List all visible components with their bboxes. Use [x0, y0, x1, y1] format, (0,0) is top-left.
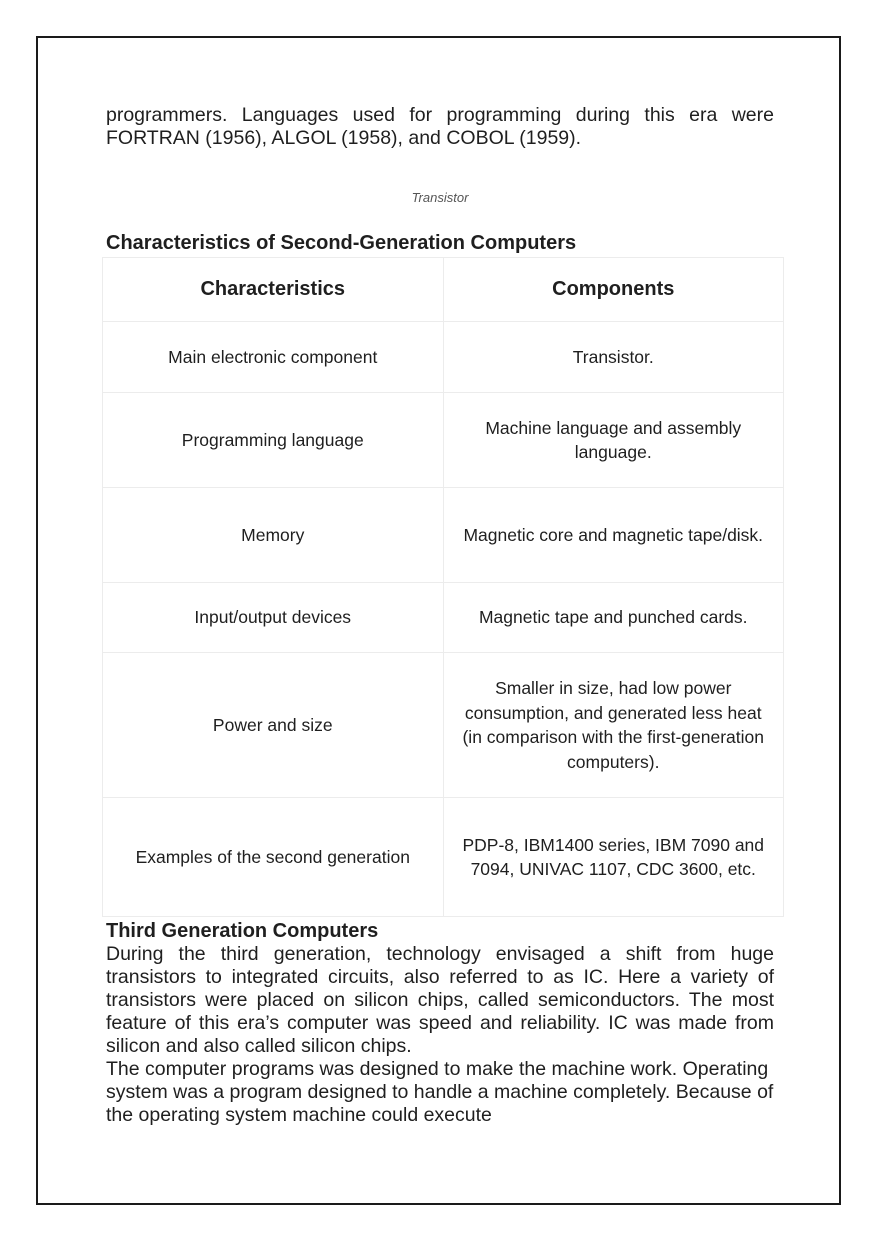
figure-caption: Transistor [411, 190, 469, 205]
characteristic-cell: Input/output devices [103, 583, 444, 653]
characteristic-cell: Memory [103, 488, 444, 583]
table-row [103, 798, 784, 917]
second-generation-table [102, 257, 784, 917]
table-row [103, 322, 784, 393]
third-generation-heading: Third Generation Computers [106, 920, 379, 942]
third-generation-paragraph: During the third generation, technology envisaged a shift from huge transistors to integrated circuits, also referred to as IC. Here a variety of transistors were placed on silicon chips, called semiconductors. The most feature of this era’s computer was speed and reliability. IC was made from silicon and also called silicon chips. [106, 943, 774, 1057]
header-characteristics: Characteristics [103, 258, 444, 322]
component-cell: Smaller in size, had low power consumption, and generated less heat (in comparison with the first-generation computers). [443, 653, 784, 798]
document-body [106, 104, 774, 1127]
component-cell: Magnetic core and magnetic tape/disk. [443, 488, 784, 583]
intro-paragraph: programmers. Languages used for programming during this era were FORTRAN (1956), ALGOL (1958), and COBOL (1959). [106, 104, 774, 149]
operating-system-paragraph: The computer programs was designed to make the machine work. Operating system was a program designed to handle a machine completely. Because of the operating system machine could execute [106, 1058, 774, 1126]
component-cell: Magnetic tape and punched cards. [443, 583, 784, 653]
component-cell: Machine language and assembly language. [443, 393, 784, 488]
table-row [103, 488, 784, 583]
characteristic-cell: Power and size [103, 653, 444, 798]
second-generation-heading: Characteristics of Second-Generation Computers [106, 232, 577, 254]
characteristic-cell: Examples of the second generation [103, 798, 444, 917]
characteristic-cell: Programming language [103, 393, 444, 488]
table-row [103, 583, 784, 653]
table-row [103, 653, 784, 798]
component-cell: Transistor. [443, 322, 784, 393]
table-header-row [103, 258, 784, 322]
component-cell: PDP-8, IBM1400 series, IBM 7090 and 7094, UNIVAC 1107, CDC 3600, etc. [443, 798, 784, 917]
table-row [103, 393, 784, 488]
header-components: Components [443, 258, 784, 322]
characteristic-cell: Main electronic component [103, 322, 444, 393]
